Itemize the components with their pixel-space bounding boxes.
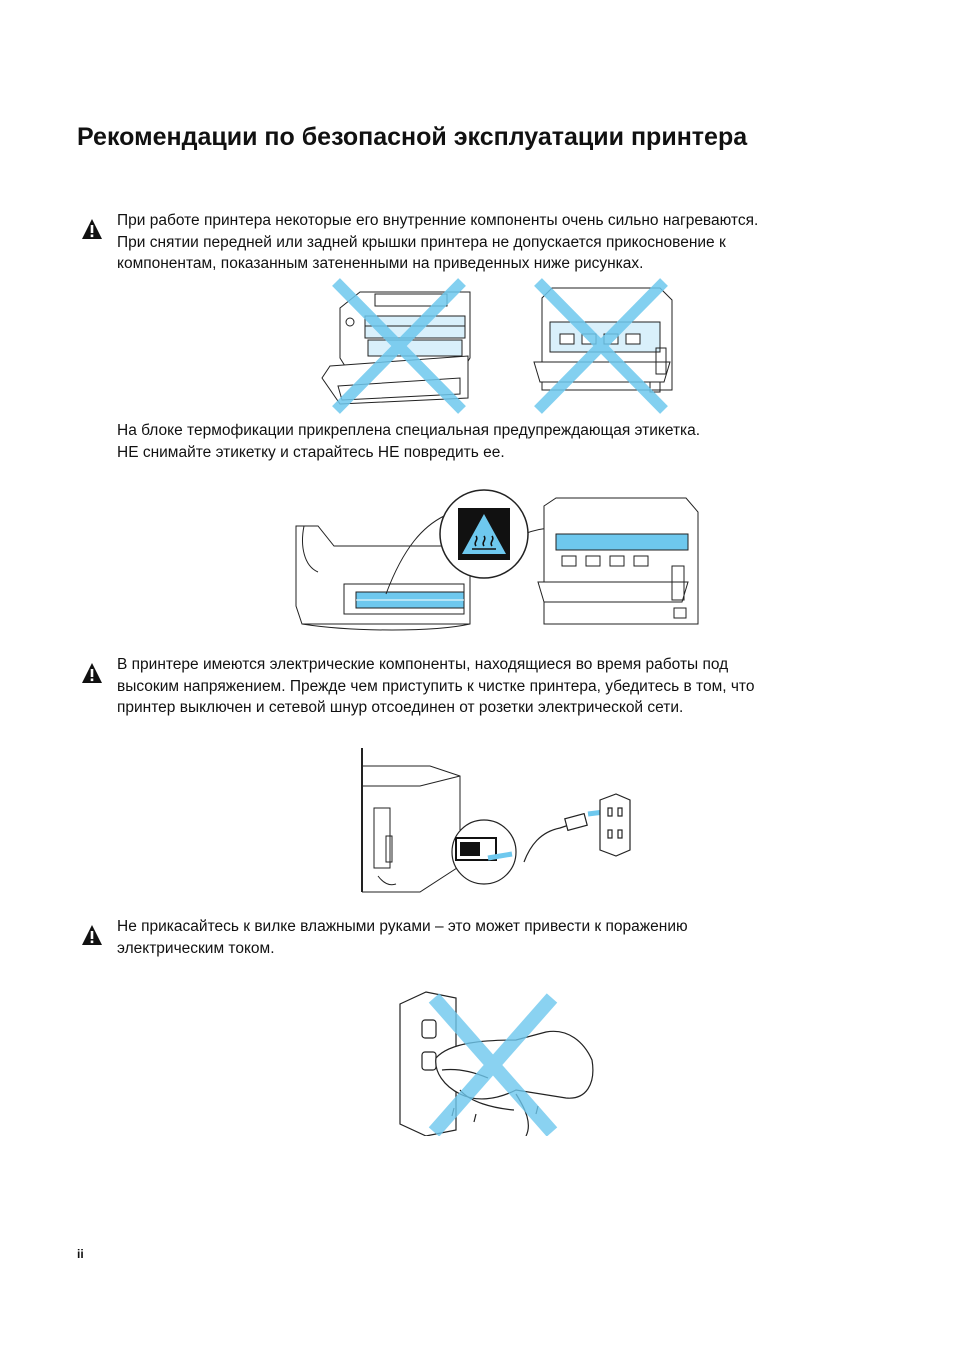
fuser-label-text: На блоке термофикации прикреплена специальная предупреждающая этикетка. НЕ снимайте этикетку и старайтесь НЕ повредить ее.: [117, 422, 701, 461]
voltage-warning-text: В принтере имеются электрические компоненты, находящиеся во время работы под высоким напряжением. Прежде чем приступить к чистке принтера, убедитесь в том, что принтер выключен и сетевой шнур отсоединен от розетки электрической сети.: [117, 656, 755, 716]
warning-icon: [81, 662, 103, 684]
page-number: ii: [77, 1247, 84, 1261]
wet-hands-warning-text: Не прикасайтесь к вилке влажными руками – это может привести к поражению электрическим током.: [117, 918, 688, 957]
printer-rear-fuser-illustration: [538, 498, 698, 624]
warning-icon: [81, 924, 103, 946]
plug-icon: [524, 812, 604, 862]
hot-parts-figure: [320, 278, 690, 414]
hot-surface-icon: [458, 508, 510, 560]
heat-warning-text: При работе принтера некоторые его внутренние компоненты очень сильно нагреваются. При снятии передней или задней крышки принтера не допускается прикосновение к компонентам, показанным затененными на приведенных ниже рисунках.: [117, 212, 759, 272]
power-off-figure: [360, 746, 640, 896]
fuser-warning-label-figure: [294, 486, 708, 634]
warning-icon: [81, 218, 103, 240]
page-title: Рекомендации по безопасной эксплуатации принтера: [77, 123, 748, 151]
wet-hand-plug-figure: [396, 990, 602, 1136]
printer-side-illustration: [362, 748, 460, 892]
wall-outlet-icon: [600, 794, 630, 856]
power-switch-icon: [452, 820, 516, 884]
